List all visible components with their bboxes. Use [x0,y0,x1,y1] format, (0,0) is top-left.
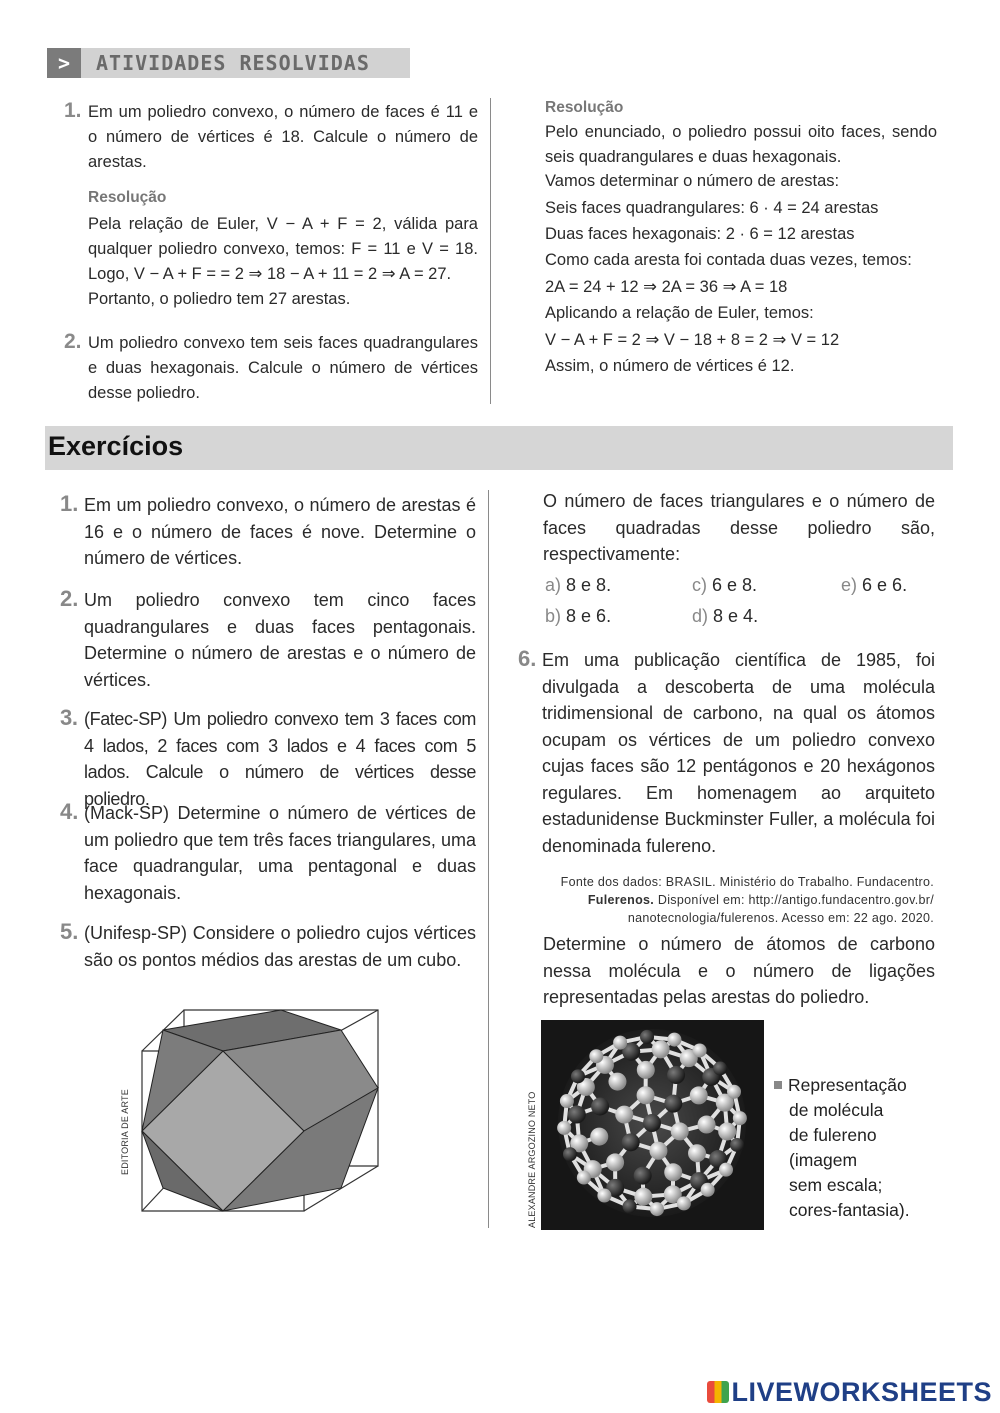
exercise-5-continuation: O número de faces triangulares e o número de faces quadradas desse poliedro são, respectivamente: [543,491,935,564]
carbon-atom [664,1095,682,1113]
question-text: Um poliedro convexo tem seis faces quadrangulares e duas hexagonais. Calcule o número de vértices desse poliedro. [88,334,478,402]
exercise-number: 3. [60,705,78,730]
carbon-atom [591,1097,609,1115]
question-number: 1. [64,99,82,122]
carbon-atom [727,1085,741,1099]
exercise-text: Em um poliedro convexo, o número de arestas é 16 e o número de faces é nove. Determine o número de vértices. [84,495,476,568]
resolution-line: Como cada aresta foi contada duas vezes, temos: [545,251,912,270]
question-text: Em um poliedro convexo, o número de faces é 11 e o número de vértices é 18. Calcule o número de arestas. [88,103,478,171]
figure-credit: EDITORIA DE ARTE [120,1089,130,1175]
carbon-atom [634,1167,652,1185]
exercise-number: 1. [60,491,79,516]
carbon-atom [563,1147,577,1161]
carbon-atom [693,1043,707,1057]
exercise-5 [60,920,476,973]
carbon-atom [733,1111,747,1125]
cuboctahedron-figure [138,1006,384,1216]
image-caption: Representação de molécula de fulereno (imagem sem escala; cores-fantasia). [774,1073,910,1223]
exercise-text: (Unifesp-SP) Considere o poliedro cujos vértices são os pontos médios das arestas de um cubo. [84,923,476,970]
header-arrow-icon: > [47,48,81,78]
carbon-atom [667,1033,681,1047]
carbon-atom [719,1163,733,1177]
exercise-3 [60,706,476,812]
carbon-atom [671,1122,689,1140]
carbon-atom [623,1199,637,1213]
carbon-atom [590,1128,608,1146]
section-header-title: ATIVIDADES RESOLVIDAS [96,51,370,75]
carbon-atom [652,1040,670,1058]
carbon-atom [597,1189,611,1203]
carbon-atom [730,1138,744,1152]
option-a: a) 8 e 8. [545,575,612,595]
exercise-number: 6. [518,646,537,671]
carbon-atom [677,1196,691,1210]
carbon-atom [640,1030,654,1044]
logo-icon [707,1381,729,1403]
exercise-number: 5. [60,919,79,944]
option-c: c) 6 e 8. [692,575,758,595]
carbon-atom [667,1066,685,1084]
exercise-6 [518,647,935,859]
carbon-atom [634,1188,652,1206]
carbon-atom [701,1183,715,1197]
resolution-line: Vamos determinar o número de arestas: [545,172,840,191]
carbon-atom [643,1114,661,1132]
carbon-atom [608,1073,626,1091]
exercise-6-question: Determine o número de átomos de carbono nessa molécula e o número de ligações representadas pelas arestas do poliedro. [543,934,935,1007]
resolved-question-1 [64,100,478,312]
option-b: b) 8 e 6. [545,606,612,626]
resolution-title: Resolução [545,99,624,116]
exercise-text: (Mack-SP) Determine o número de vértices de um poliedro que tem três faces triangulares, uma face quadrangular, uma pentagonal e duas hexagonais. [84,803,476,903]
carbon-atom [713,1061,727,1075]
carbon-atom [637,1086,655,1104]
resolution-q2 [545,96,937,378]
carbon-atom [664,1163,682,1181]
exercise-2 [60,587,476,693]
exercise-text: Um poliedro convexo tem cinco faces quadrangulares e duas faces pentagonais. Determine o número de arestas e o número de vértices. [84,590,476,690]
column-divider [488,490,489,1228]
resolution-line: Seis faces quadrangulares: 6 · 4 = 24 arestas [545,198,879,217]
resolution-line: V − A + F = 2 ⇒ V − 18 + 8 = 2 ⇒ V = 12 [545,330,840,349]
carbon-atom [613,1036,627,1050]
carbon-atom [622,1133,640,1151]
column-divider [490,98,491,404]
resolution-title: Resolução [88,189,167,206]
carbon-atom [649,1142,667,1160]
resolution-line: Duas faces hexagonais: 2 · 6 = 12 arestas [545,225,855,244]
resolution-line: Pela relação de Euler, V − A + F = 2, válida para qualquer poliedro convexo, temos: F = 11 e V = 18. Logo, V − A + F = = 2 ⇒ 18 − A + 11 = 2 ⇒ A = 27. [88,215,478,283]
carbon-atom [577,1171,591,1185]
fullerene-image [541,1020,764,1230]
exercises-title: Exercícios [48,431,184,461]
photo-credit: ALEXANDRE ARGOZINO NETO [527,1091,537,1228]
carbon-atom [718,1122,736,1140]
exercise-1 [60,492,476,572]
resolution-line: Pelo enunciado, o poliedro possui oito faces, sendo seis quadrangulares e duas hexagonais. [545,123,937,166]
carbon-atom [637,1061,655,1079]
resolution-line: 2A = 24 + 12 ⇒ 2A = 36 ⇒ A = 18 [545,277,788,296]
question-number: 2. [64,330,82,353]
caption-bullet-icon [774,1081,782,1089]
carbon-atom [698,1116,716,1134]
carbon-atom [557,1121,571,1135]
resolution-line: Aplicando a relação de Euler, temos: [545,304,814,323]
exercise-4 [60,800,476,906]
carbon-atom [650,1202,664,1216]
option-d: d) 8 e 4. [692,606,759,626]
resolution-line: Assim, o número de vértices é 12. [545,357,795,376]
resolved-question-2 [64,331,478,406]
exercise-text: Em uma publicação científica de 1985, foi divulgada a descoberta de uma molécula tridimensional de carbono, na qual os átomos ocupam os vértices de um poliedro convexo cujas faces são 12 pentágonos e 20 hexágonos regulares. Em homenagem ao arquiteto estadunidense Buckminster Fuller, a molécula foi denominada fulereno. [542,650,935,856]
resolution-line: Portanto, o poliedro tem 27 arestas. [88,290,351,308]
data-source: Fonte dos dados: BRASIL. Ministério do Trabalho. Fundacentro. Fulerenos. Disponível em: http://antigo.fundacentro.gov.br/ nanotecnologia/fulerenos. Acesso em: 22 ago. 2020. [560,875,934,925]
carbon-atom [606,1153,624,1171]
carbon-atom [688,1144,706,1162]
carbon-atom [589,1049,603,1063]
carbon-atom [571,1069,585,1083]
carbon-atom [690,1086,708,1104]
exercise-number: 2. [60,586,79,611]
carbon-atom [615,1106,633,1124]
carbon-atom [560,1094,574,1108]
option-e: e) 6 e 6. [841,575,908,595]
carbon-atom [568,1106,586,1124]
exercise-number: 4. [60,799,79,824]
liveworksheets-logo: LIVEWORKSHEETS [707,1377,992,1408]
exercise-text: (Fatec-SP) Um poliedro convexo tem 3 faces com 4 lados, 2 faces com 3 lados e 4 faces com 5 lados. Calcule o número de vértices desse poliedro. [84,709,476,809]
answer-options [545,575,935,635]
